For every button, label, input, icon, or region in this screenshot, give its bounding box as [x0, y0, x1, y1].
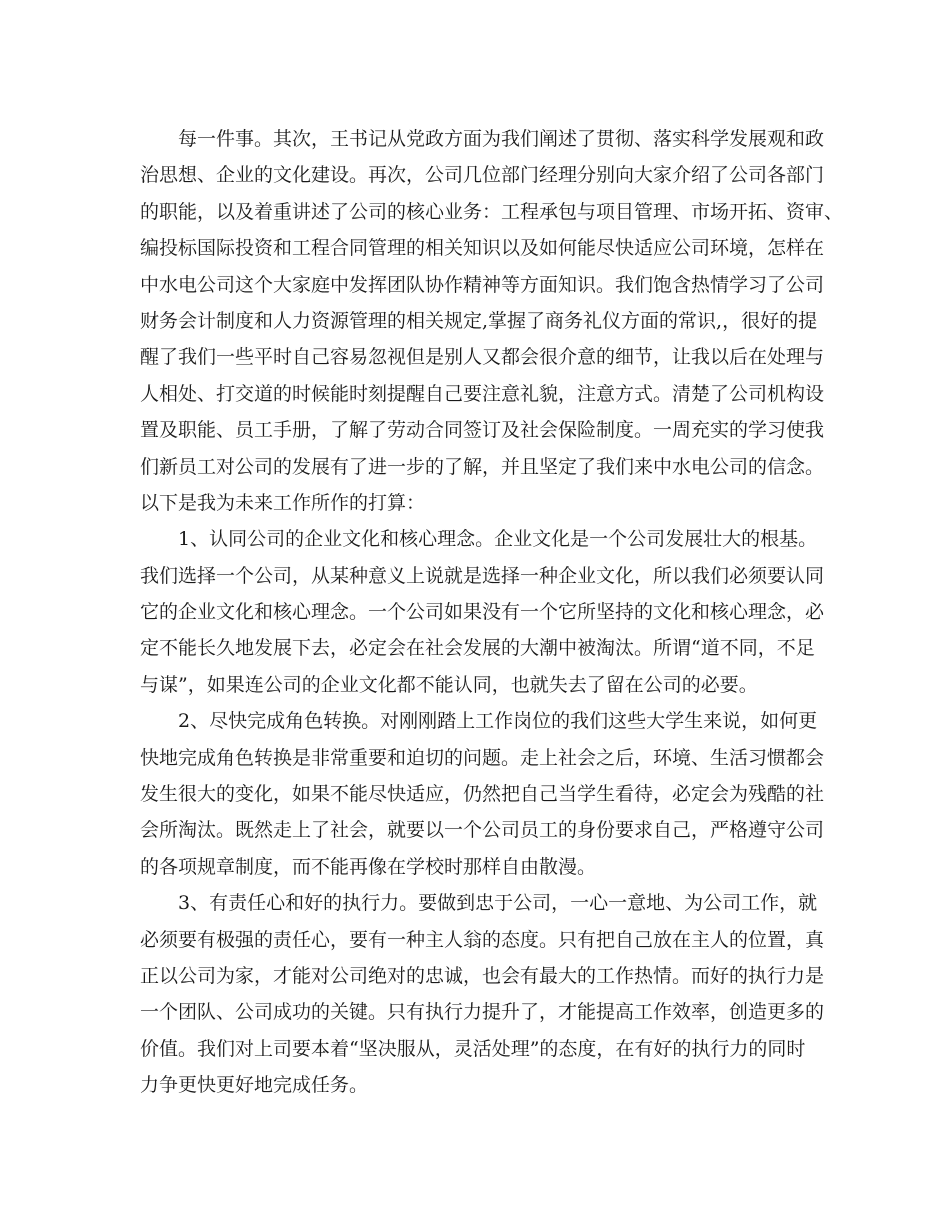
text-line: 人相处、打交道的时候能时刻提醒自己要注意礼貌，注意方式。清楚了公司机构设	[140, 382, 825, 405]
text-line: 以下是我为未来工作所作的打算：	[140, 491, 426, 514]
text-line: 置及职能、员工手册，了解了劳动合同签订及社会保险制度。一周充实的学习使我	[140, 419, 825, 442]
text-line: 财务会计制度和人力资源管理的相关规定,掌握了商务礼仪方面的常识,，很好的提	[140, 309, 818, 332]
document-body	[140, 121, 844, 1104]
text-line: 发生很大的变化，如果不能尽快适应，仍然把自己当学生看待，必定会为残酷的社	[140, 783, 825, 806]
text-line: 快地完成角色转换是非常重要和迫切的问题。走上社会之后，环境、生活习惯都会	[140, 746, 825, 769]
text-line: 它的企业文化和核心理念。一个公司如果没有一个它所坚持的文化和核心理念，必	[140, 601, 825, 624]
text-line: 必须要有极强的责任心，要有一种主人翁的态度。只有把自己放在主人的位置，真	[140, 928, 825, 951]
text-line: 会所淘汰。既然走上了社会，就要以一个公司员工的身份要求自己，严格遵守公司	[140, 819, 825, 842]
text-line: 3、有责任心和好的执行力。要做到忠于公司，一心一意地、为公司工作，就	[178, 892, 818, 915]
text-line: 们新员工对公司的发展有了进一步的了解，并且坚定了我们来中水电公司的信念。	[140, 455, 825, 478]
text-line: 编投标国际投资和工程合同管理的相关知识以及如何能尽快适应公司环境，怎样在	[140, 237, 825, 260]
text-line: 一个团队、公司成功的关键。只有执行力提升了，才能提高工作效率，创造更多的	[140, 1001, 825, 1024]
text-line: 正以公司为家，才能对公司绝对的忠诚，也会有最大的工作热情。而好的执行力是	[140, 964, 825, 987]
text-line: 2、尽快完成角色转换。对刚刚踏上工作岗位的我们这些大学生来说，如何更	[178, 710, 818, 733]
text-line: 的职能，以及着重讲述了公司的核心业务：工程承包与项目管理、市场开拓、资审、	[140, 200, 844, 223]
text-line: 价值。我们对上司要本着“坚决服从，灵活处理”的态度，在有好的执行力的同时	[140, 1037, 806, 1060]
text-line: 中水电公司这个大家庭中发挥团队协作精神等方面知识。我们饱含热情学习了公司	[140, 273, 825, 296]
text-line: 1、认同公司的企业文化和核心理念。企业文化是一个公司发展壮大的根基。	[178, 528, 818, 551]
text-line: 与谋”，如果连公司的企业文化都不能认同，也就失去了留在公司的必要。	[140, 673, 758, 696]
text-line: 治思想、企业的文化建设。再次，公司几位部门经理分别向大家介绍了公司各部门	[140, 164, 825, 187]
text-line: 每一件事。其次，王书记从党政方面为我们阐述了贯彻、落实科学发展观和政	[178, 128, 825, 150]
text-line: 力争更快更好地完成任务。	[140, 1074, 369, 1097]
text-line: 我们选择一个公司，从某种意义上说就是选择一种企业文化，所以我们必须要认同	[140, 564, 825, 587]
text-line: 的各项规章制度，而不能再像在学校时那样自由散漫。	[140, 855, 597, 878]
text-line: 定不能长久地发展下去，必定会在社会发展的大潮中被淘汰。所谓“道不同，不足	[140, 637, 815, 660]
text-line: 醒了我们一些平时自己容易忽视但是别人又都会很介意的细节，让我以后在处理与	[140, 346, 825, 369]
